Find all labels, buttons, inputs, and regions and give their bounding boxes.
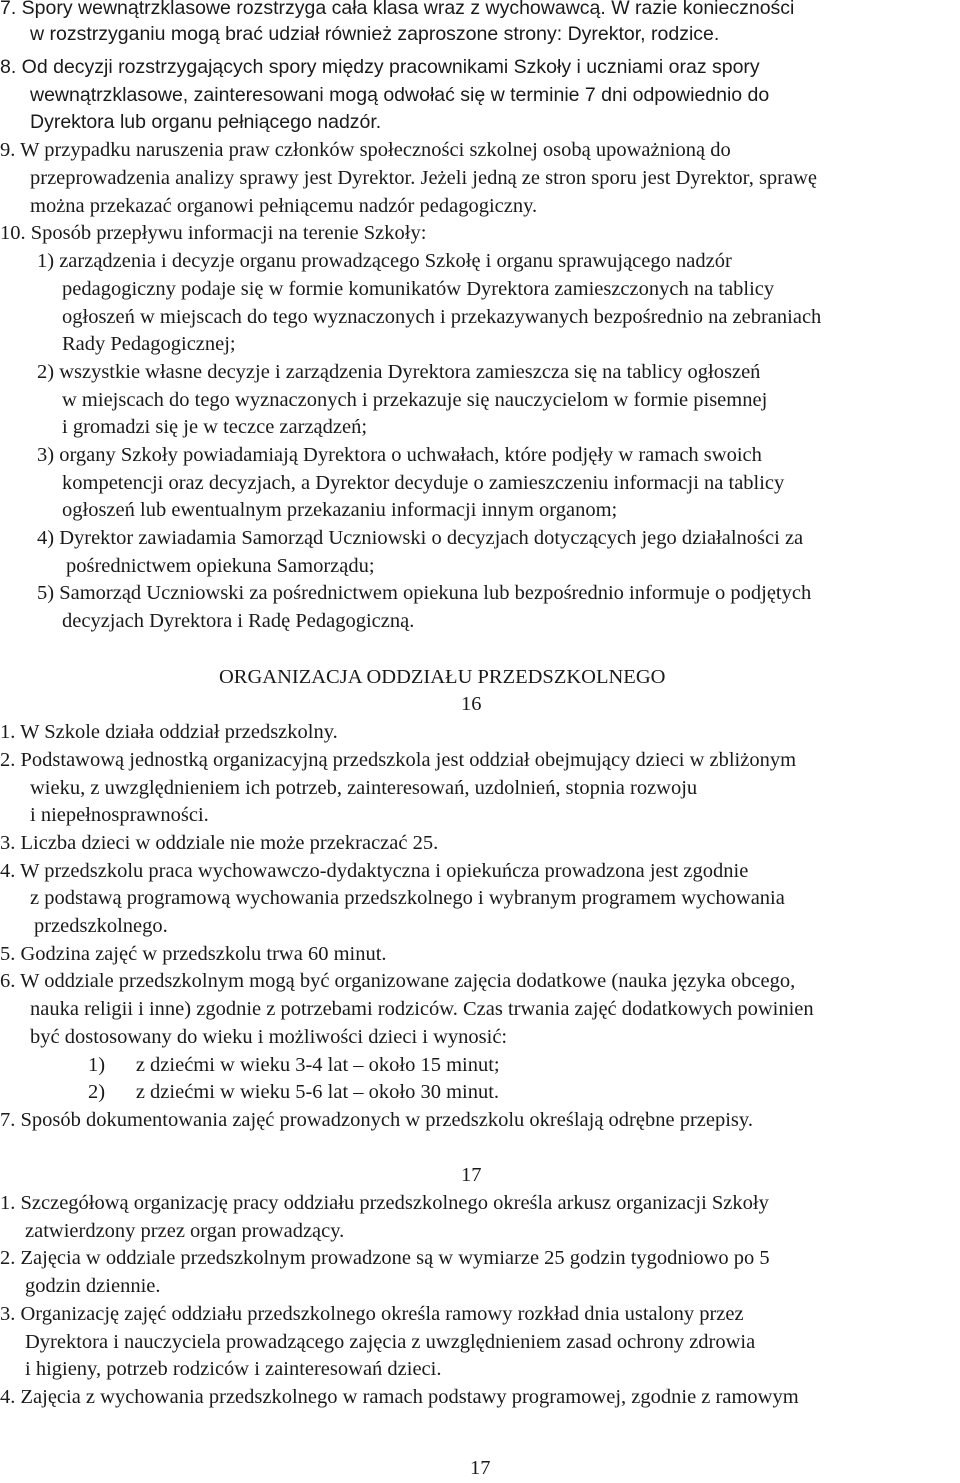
p16-point-6-subitem-2: 2) z dziećmi w wieku 5-6 lat – około 30 minut.: [88, 1081, 500, 1103]
point-10-item-1-line-1: 1) zarządzenia i decyzje organu prowadzącego Szkołę i organu sprawującego nadzór: [37, 250, 732, 272]
p16-point-4-line-1: 4. W przedszkolu praca wychowawczo-dydaktyczna i opiekuńcza prowadzona jest zgodnie: [0, 860, 749, 882]
point-10-item-2-line-2: w miejscach do tego wyznaczonych i przekazuje się nauczycielom w formie pisemnej: [62, 389, 768, 411]
point-7-line-1: 7. Spory wewnątrzklasowe rozstrzyga cała klasa wraz z wychowawcą. W razie konieczności: [0, 0, 795, 19]
section-heading: ORGANIZACJA ODDZIAŁU PRZEDSZKOLNEGO: [219, 666, 666, 688]
p17-point-3-line-3: i higieny, potrzeb rodziców i zainteresowań dzieci.: [25, 1358, 442, 1380]
p17-point-1-line-1: 1. Szczegółową organizację pracy oddziału przedszkolnego określa arkusz organizacji Szkoły: [0, 1192, 769, 1214]
point-10-item-3-line-3: ogłoszeń lub ewentualnym przekazaniu informacji innym organom;: [62, 499, 618, 521]
p16-point-2-line-3: i niepełnosprawności.: [30, 804, 209, 826]
p17-point-1-line-2: zatwierdzony przez organ prowadzący.: [25, 1220, 345, 1242]
point-10-item-5-line-1: 5) Samorząd Uczniowski za pośrednictwem opiekuna lub bezpośrednio informuje o podjętych: [37, 582, 812, 604]
p17-point-3-line-1: 3. Organizację zajęć oddziału przedszkolnego określa ramowy rozkład dnia ustalony przez: [0, 1303, 744, 1325]
point-10-item-4-line-2: pośrednictwem opiekuna Samorządu;: [66, 555, 375, 577]
p16-point-1: 1. W Szkole działa oddział przedszkolny.: [0, 721, 338, 743]
point-9-line-3: można przekazać organowi pełniącemu nadzór pedagogiczny.: [30, 195, 538, 217]
p16-point-6-line-3: być dostosowany do wieku i możliwości dzieci i wynosić:: [30, 1026, 508, 1048]
point-7-line-2: w rozstrzyganiu mogą brać udział również zaproszone strony: Dyrektor, rodzice.: [30, 23, 720, 45]
point-10-item-1-line-3: ogłoszeń w miejscach do tego wyznaczonych i przekazywanych bezpośrednio na zebraniach: [62, 306, 822, 328]
p17-point-2-line-1: 2. Zajęcia w oddziale przedszkolnym prowadzone są w wymiarze 25 godzin tygodniowo po 5: [0, 1247, 770, 1269]
p16-point-4-line-3: przedszkolnego.: [34, 915, 168, 937]
p17-point-2-line-2: godzin dziennie.: [25, 1275, 161, 1297]
p16-point-2-line-2: wieku, z uwzględnieniem ich potrzeb, zainteresowań, uzdolnień, stopnia rozwoju: [30, 777, 698, 799]
paragraph-17-heading: 17: [461, 1164, 482, 1186]
paragraph-16-heading: 16: [461, 693, 482, 715]
page-number: 17: [470, 1457, 491, 1479]
point-10-item-2-line-3: i gromadzi się je w teczce zarządzeń;: [62, 416, 368, 438]
point-8-line-2: wewnątrzklasowe, zainteresowani mogą odwołać się w terminie 7 dni odpowiednio do: [30, 84, 770, 106]
point-10-item-2-line-1: 2) wszystkie własne decyzje i zarządzenia Dyrektora zamieszcza się na tablicy ogłoszeń: [37, 361, 761, 383]
p16-point-2-line-1: 2. Podstawową jednostką organizacyjną przedszkola jest oddział obejmujący dzieci w zbliżonym: [0, 749, 797, 771]
point-8-line-1: 8. Od decyzji rozstrzygających spory między pracownikami Szkoły i uczniami oraz spory: [0, 56, 760, 78]
p17-point-4-line-1: 4. Zajęcia z wychowania przedszkolnego w ramach podstawy programowej, zgodnie z ramowym: [0, 1386, 799, 1408]
point-10-item-5-line-2: decyzjach Dyrektora i Radę Pedagogiczną.: [62, 610, 415, 632]
point-8-line-3: Dyrektora lub organu pełniącego nadzór.: [30, 111, 382, 133]
point-9-line-1: 9. W przypadku naruszenia praw członków społeczności szkolnej osobą upoważnioną do: [0, 139, 731, 161]
p16-point-6-line-1: 6. W oddziale przedszkolnym mogą być organizowane zajęcia dodatkowe (nauka języka obcego,: [0, 970, 796, 992]
point-9-line-2: przeprowadzenia analizy sprawy jest Dyrektor. Jeżeli jedną ze stron sporu jest Dyrektor, sprawę: [30, 167, 817, 189]
p16-point-3: 3. Liczba dzieci w oddziale nie może przekraczać 25.: [0, 832, 439, 854]
point-10-item-3-line-2: kompetencji oraz decyzjach, a Dyrektor decyduje o zamieszczeniu informacji na tablicy: [62, 472, 785, 494]
p16-point-7: 7. Sposób dokumentowania zajęć prowadzonych w przedszkolu określają odrębne przepisy.: [0, 1109, 753, 1131]
p16-point-6-subitem-1: 1) z dziećmi w wieku 3-4 lat – około 15 minut;: [88, 1054, 500, 1076]
point-10-item-1-line-2: pedagogiczny podaje się w formie komunikatów Dyrektora zamieszczonych na tablicy: [62, 278, 775, 300]
p17-point-3-line-2: Dyrektora i nauczyciela prowadzącego zajęcia z uwzględnieniem zasad ochrony zdrowia: [25, 1331, 756, 1353]
p16-point-5: 5. Godzina zajęć w przedszkolu trwa 60 minut.: [0, 943, 387, 965]
point-10-item-4-line-1: 4) Dyrektor zawiadamia Samorząd Uczniowski o decyzjach dotyczących jego działalności za: [37, 527, 804, 549]
p16-point-4-line-2: z podstawą programową wychowania przedszkolnego i wybranym programem wychowania: [30, 887, 785, 909]
point-10-item-1-line-4: Rady Pedagogicznej;: [62, 333, 236, 355]
point-10-heading: 10. Sposób przepływu informacji na terenie Szkoły:: [0, 222, 427, 244]
point-10-item-3-line-1: 3) organy Szkoły powiadamiają Dyrektora o uchwałach, które podjęły w ramach swoich: [37, 444, 762, 466]
p16-point-6-line-2: nauka religii i inne) zgodnie z potrzebami rodziców. Czas trwania zajęć dodatkowych powinien: [30, 998, 814, 1020]
